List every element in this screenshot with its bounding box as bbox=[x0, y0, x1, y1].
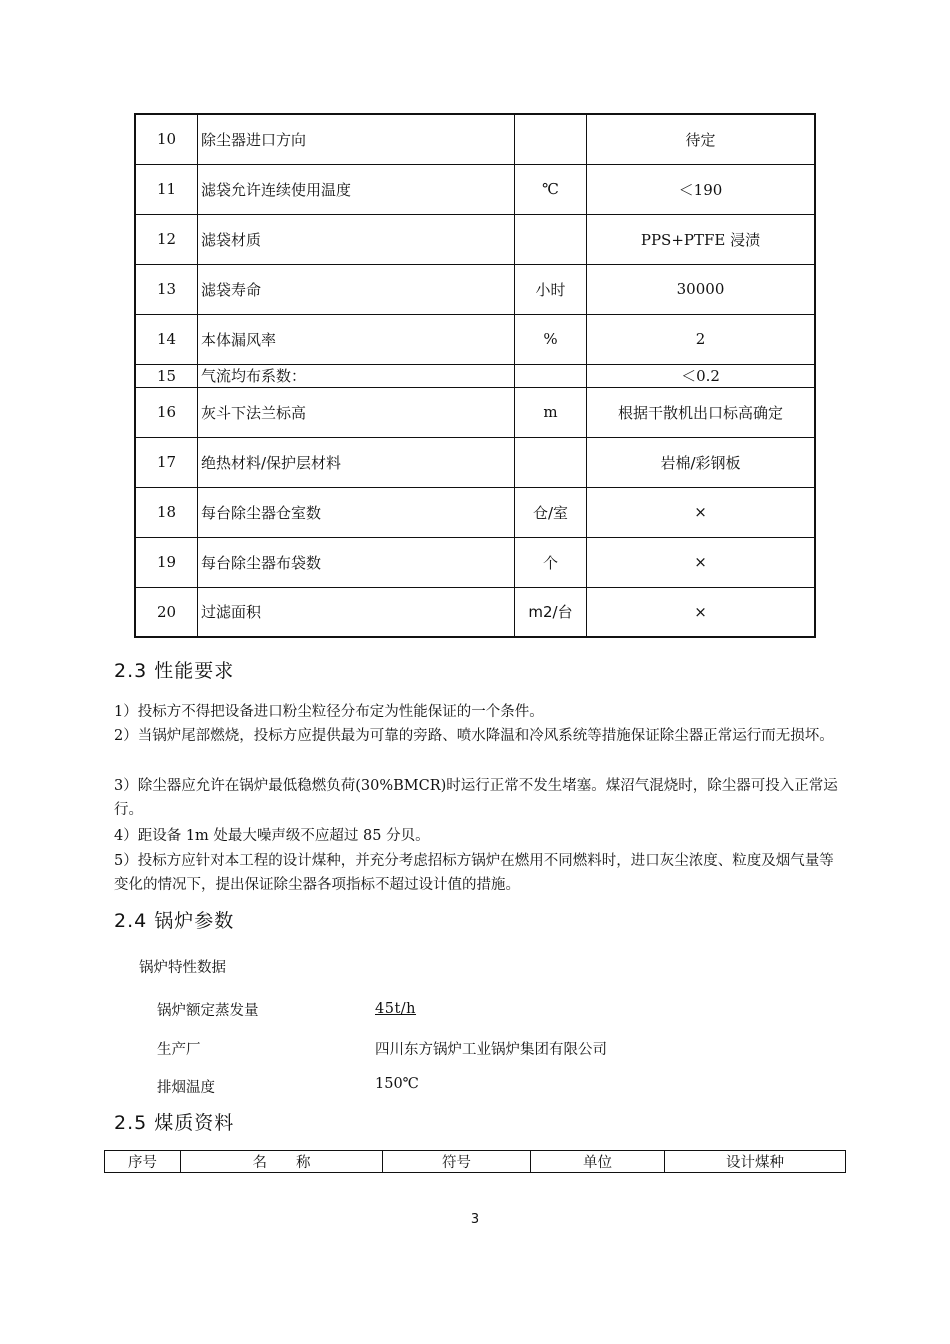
boiler-param-value: 45t/h bbox=[375, 1001, 417, 1017]
performance-item: 3）除尘器应允许在锅炉最低稳燃负荷(30%BMCR)时运行正常不发生堵塞。煤沼气混烧时，除尘器可投入正常运行。 bbox=[114, 778, 838, 818]
boiler-param-label: 生产厂 bbox=[157, 1042, 201, 1058]
row-value: × bbox=[587, 587, 816, 637]
row-value: ＜190 bbox=[587, 164, 816, 214]
row-number: 14 bbox=[135, 314, 198, 364]
table-row bbox=[135, 487, 815, 537]
row-name: 气流均布系数： bbox=[198, 364, 515, 387]
row-number: 17 bbox=[135, 437, 198, 487]
row-number: 16 bbox=[135, 387, 198, 437]
row-unit bbox=[515, 214, 587, 264]
table-row bbox=[135, 264, 815, 314]
row-name: 灰斗下法兰标高 bbox=[198, 387, 515, 437]
row-number: 13 bbox=[135, 264, 198, 314]
row-name: 滤袋允许连续使用温度 bbox=[198, 164, 515, 214]
parameter-table bbox=[134, 113, 816, 638]
column-header: 序号 bbox=[105, 1151, 181, 1173]
table-row bbox=[135, 114, 815, 164]
column-header: 单位 bbox=[531, 1151, 665, 1173]
coal-quality-table bbox=[104, 1150, 846, 1173]
row-value: × bbox=[587, 487, 816, 537]
row-value: 待定 bbox=[587, 114, 816, 164]
row-unit: % bbox=[515, 314, 587, 364]
row-value: 根据干散机出口标高确定 bbox=[587, 387, 816, 437]
table-row bbox=[135, 387, 815, 437]
row-number: 12 bbox=[135, 214, 198, 264]
column-header: 符号 bbox=[383, 1151, 531, 1173]
row-name: 除尘器进口方向 bbox=[198, 114, 515, 164]
row-number: 19 bbox=[135, 537, 198, 587]
table-row bbox=[135, 164, 815, 214]
row-unit: m bbox=[515, 387, 587, 437]
row-name: 滤袋材质 bbox=[198, 214, 515, 264]
row-unit bbox=[515, 114, 587, 164]
table-header-row bbox=[105, 1151, 846, 1173]
performance-item: 5）投标方应针对本工程的设计煤种，并充分考虑招标方锅炉在燃用不同燃料时，进口灰尘浓度、粒度及烟气量等变化的情况下，提出保证除尘器各项指标不超过设计值的措施。 bbox=[114, 853, 834, 893]
row-value: 2 bbox=[587, 314, 816, 364]
column-header: 名 称 bbox=[181, 1151, 383, 1173]
boiler-param-value: 150℃ bbox=[375, 1076, 419, 1092]
row-name: 过滤面积 bbox=[198, 587, 515, 637]
row-value: ＜0.2 bbox=[587, 364, 816, 387]
row-unit: 仓/室 bbox=[515, 487, 587, 537]
performance-item: 2）当锅炉尾部燃烧，投标方应提供最为可靠的旁路、喷水降温和冷风系统等措施保证除尘器正常运行而无损坏。 bbox=[114, 728, 834, 744]
row-value: 岩棉/彩钢板 bbox=[587, 437, 816, 487]
table-row bbox=[135, 314, 815, 364]
table-row bbox=[135, 437, 815, 487]
table-row bbox=[135, 364, 815, 387]
boiler-subtitle: 锅炉特性数据 bbox=[139, 960, 226, 976]
row-number: 18 bbox=[135, 487, 198, 537]
table-row bbox=[135, 587, 815, 637]
column-header: 设计煤种 bbox=[665, 1151, 846, 1173]
table-row bbox=[135, 214, 815, 264]
boiler-param-value: 四川东方锅炉工业锅炉集团有限公司 bbox=[375, 1042, 607, 1058]
performance-item: 1）投标方不得把设备进口粉尘粒径分布定为性能保证的一个条件。 bbox=[114, 704, 544, 720]
page-number: 3 bbox=[470, 1212, 480, 1227]
row-unit: 个 bbox=[515, 537, 587, 587]
section-title-performance: 2.3 性能要求 bbox=[114, 660, 235, 682]
row-value: PPS+PTFE 浸渍 bbox=[587, 214, 816, 264]
section-title-coal: 2.5 煤质资料 bbox=[114, 1112, 235, 1134]
boiler-param-label: 锅炉额定蒸发量 bbox=[157, 1003, 259, 1019]
row-name: 滤袋寿命 bbox=[198, 264, 515, 314]
row-unit: m2/台 bbox=[515, 587, 587, 637]
row-value: × bbox=[587, 537, 816, 587]
row-value: 30000 bbox=[587, 264, 816, 314]
row-number: 15 bbox=[135, 364, 198, 387]
row-name: 绝热材料/保护层材料 bbox=[198, 437, 515, 487]
row-number: 10 bbox=[135, 114, 198, 164]
row-name: 每台除尘器仓室数 bbox=[198, 487, 515, 537]
section-title-boiler: 2.4 锅炉参数 bbox=[114, 910, 235, 932]
table-row bbox=[135, 537, 815, 587]
row-unit bbox=[515, 437, 587, 487]
row-unit: 小时 bbox=[515, 264, 587, 314]
row-name: 每台除尘器布袋数 bbox=[198, 537, 515, 587]
performance-item: 4）距设备 1m 处最大噪声级不应超过 85 分贝。 bbox=[114, 828, 430, 844]
row-number: 20 bbox=[135, 587, 198, 637]
boiler-param-label: 排烟温度 bbox=[157, 1080, 215, 1096]
row-name: 本体漏风率 bbox=[198, 314, 515, 364]
row-unit: ℃ bbox=[515, 164, 587, 214]
row-unit bbox=[515, 364, 587, 387]
row-number: 11 bbox=[135, 164, 198, 214]
